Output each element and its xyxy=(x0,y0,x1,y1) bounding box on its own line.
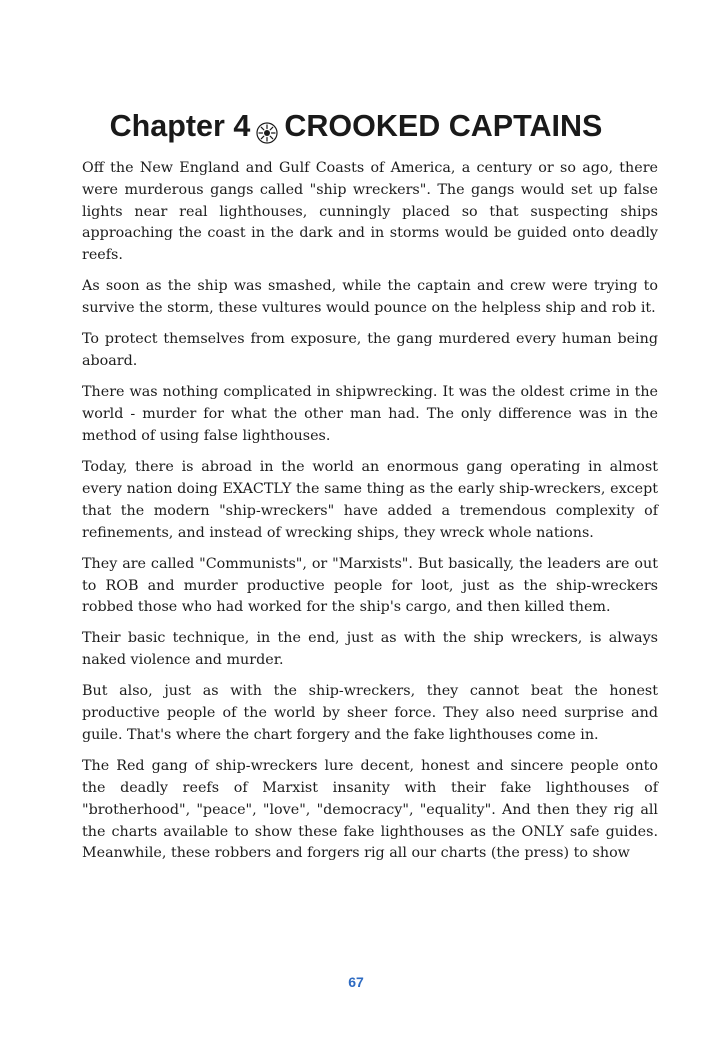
paragraph: But also, just as with the ship-wreckers, they cannot beat the honest productive people of the world by sheer force. They also need surprise and guile. That's where the chart forgery and the fake lighthouses come in. xyxy=(82,683,658,744)
chapter-heading xyxy=(0,106,712,146)
sun-rosette-icon xyxy=(256,114,278,136)
paragraph: There was nothing complicated in shipwrecking. It was the oldest crime in the world - murder for what the other man had. The only difference was in the method of using false lighthouses. xyxy=(82,384,658,444)
paragraph: The Red gang of ship-wreckers lure decent, honest and sincere people onto the deadly reefs of Marxist insanity with their fake lighthouses of "brotherhood", "peace", "love", "democracy", "equality". And then they rig all the charts available to show these fake lighthouses as the ONLY safe guides. Meanwhile, these robbers and forgers rig all our charts (the press) to show xyxy=(82,758,658,862)
chapter-number-label: Chapter 4 xyxy=(109,109,251,143)
chapter-body xyxy=(82,158,658,875)
paragraph: Off the New England and Gulf Coasts of America, a century or so ago, there were murderous gangs called "ship wreckers". The gangs would set up false lights near real lighthouses, cunningly placed so that suspecting ships approaching the coast in the dark and in storms would be guided onto deadly reefs. xyxy=(82,160,658,264)
paragraph: They are called "Communists", or "Marxists". But basically, the leaders are out to ROB and murder productive people for loot, just as the ship-wreckers robbed those who had worked for the ship's cargo, and then killed them. xyxy=(82,555,658,616)
paragraph: To protect themselves from exposure, the gang murdered every human being aboard. xyxy=(82,331,658,370)
page-number: 67 xyxy=(348,974,364,990)
chapter-title-text: CROOKED CAPTAINS xyxy=(284,109,603,143)
paragraph: As soon as the ship was smashed, while the captain and crew were trying to survive the storm, these vultures would pounce on the helpless ship and rob it. xyxy=(82,278,658,317)
paragraph: Today, there is abroad in the world an enormous gang operating in almost every nation doing EXACTLY the same thing as the early ship-wreckers, except that the modern "ship-wreckers" have added a tremendous complexity of refinements, and instead of wrecking ships, they wreck whole nations. xyxy=(82,459,658,541)
paragraph: Their basic technique, in the end, just as with the ship wreckers, is always naked violence and murder. xyxy=(82,630,658,669)
